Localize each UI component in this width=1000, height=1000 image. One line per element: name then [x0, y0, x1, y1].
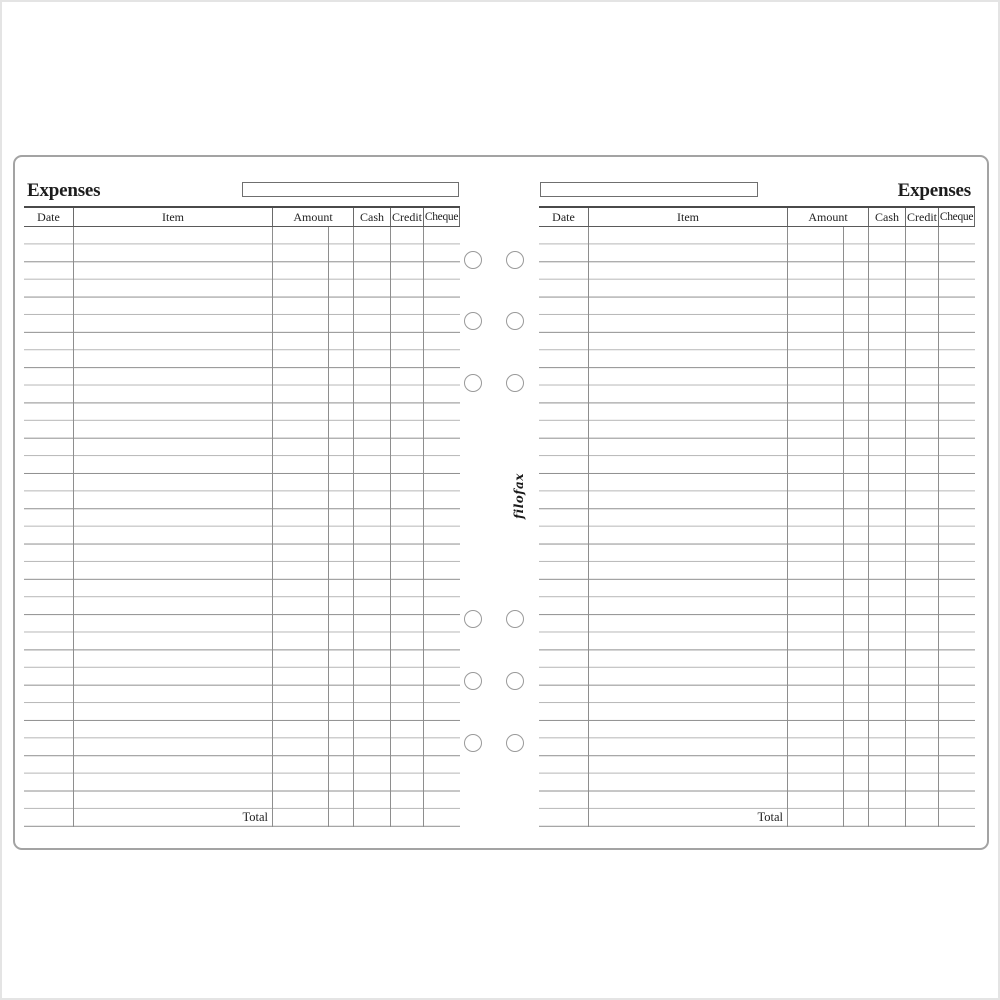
- binder-hole: [464, 251, 482, 269]
- column-header-date: Date: [24, 208, 74, 226]
- binder-gutter: [460, 157, 546, 852]
- credit-cheque-divider: [423, 227, 424, 827]
- binder-hole: [464, 374, 482, 392]
- amount-cash-divider: [353, 227, 354, 827]
- binder-hole: [464, 734, 482, 752]
- total-label: Total: [242, 810, 268, 825]
- cash-credit-divider: [390, 227, 391, 827]
- column-header-cheque: Cheque: [424, 208, 460, 226]
- planner-sheet: [13, 155, 989, 850]
- table-header-row: [539, 206, 975, 227]
- table-header-row: [24, 206, 460, 227]
- binder-hole: [506, 374, 524, 392]
- entry-grid[interactable]: [24, 227, 460, 827]
- binder-hole: [506, 610, 524, 628]
- period-entry-box[interactable]: [540, 182, 758, 197]
- column-header-cash: Cash: [869, 208, 906, 226]
- filofax-logo-text: filofax: [512, 473, 526, 519]
- column-header-item: Item: [74, 208, 273, 226]
- entry-grid[interactable]: [539, 227, 975, 827]
- expenses-table: [539, 206, 975, 827]
- amount-sub-divider: [843, 227, 844, 827]
- amount-sub-divider: [328, 227, 329, 827]
- binder-hole: [464, 610, 482, 628]
- item-amount-divider: [787, 227, 788, 827]
- binder-hole: [464, 312, 482, 330]
- item-amount-divider: [272, 227, 273, 827]
- column-header-credit: Credit: [907, 210, 937, 224]
- date-item-divider: [73, 227, 74, 827]
- credit-cheque-divider: [938, 227, 939, 827]
- binder-hole: [506, 672, 524, 690]
- binder-hole: [464, 672, 482, 690]
- column-header-credit: Credit: [392, 210, 422, 224]
- amount-cash-divider: [868, 227, 869, 827]
- date-item-divider: [588, 227, 589, 827]
- expenses-table: [24, 206, 460, 827]
- column-header-cash: Cash: [354, 208, 391, 226]
- column-header-amount: Amount: [273, 208, 354, 226]
- cash-credit-divider: [905, 227, 906, 827]
- binder-hole: [506, 312, 524, 330]
- column-header-cheque: Cheque: [939, 208, 975, 226]
- column-header-amount: Amount: [788, 208, 869, 226]
- period-entry-box[interactable]: [242, 182, 459, 197]
- page-title: Expenses: [27, 180, 101, 201]
- binder-hole: [506, 251, 524, 269]
- total-label: Total: [757, 810, 783, 825]
- column-header-item: Item: [589, 208, 788, 226]
- binder-hole: [506, 734, 524, 752]
- column-header-date: Date: [539, 208, 589, 226]
- page-title: Expenses: [897, 180, 971, 201]
